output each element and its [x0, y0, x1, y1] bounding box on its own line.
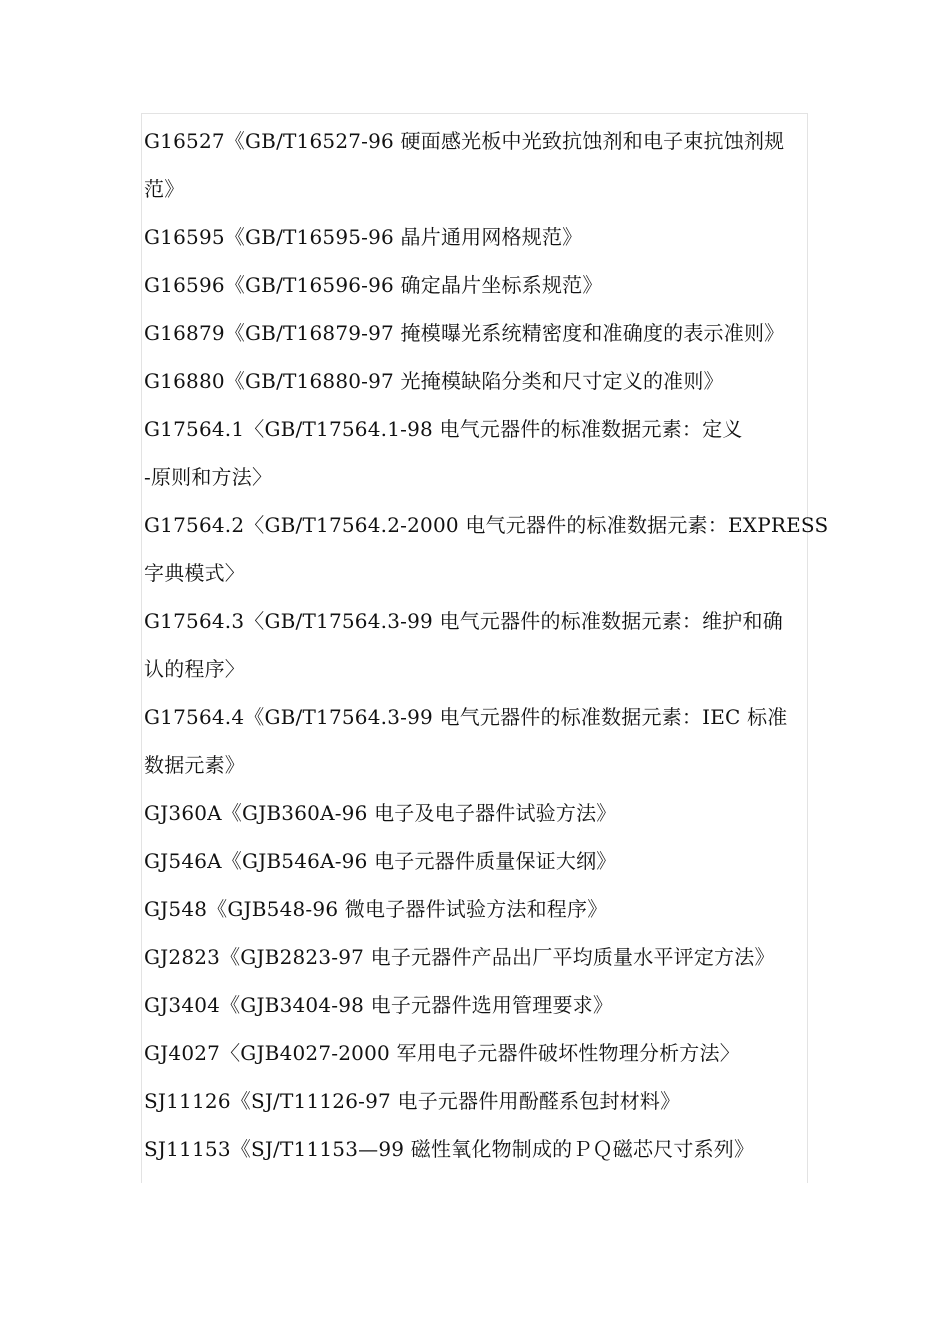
- document-line: G17564.1〈GB/T17564.1-98 电气元器件的标准数据元素：定义: [144, 417, 743, 441]
- document-line: SJ11153《SJ/T11153—99 磁性氧化物制成的ＰＱ磁芯尺寸系列》: [144, 1137, 755, 1161]
- document-line: GJ360A《GJB360A-96 电子及电子器件试验方法》: [144, 801, 617, 825]
- document-line: GJ546A《GJB546A-96 电子元器件质量保证大纲》: [144, 849, 617, 873]
- standards-list: [144, 117, 829, 1173]
- document-line: G16880《GB/T16880-97 光掩模缺陷分类和尺寸定义的准则》: [144, 369, 724, 393]
- document-line: G16879《GB/T16879-97 掩模曝光系统精密度和准确度的表示准则》: [144, 321, 785, 345]
- document-line: GJ548《GJB548-96 微电子器件试验方法和程序》: [144, 897, 608, 921]
- document-line: 数据元素》: [144, 753, 245, 777]
- document-line: G16595《GB/T16595-96 晶片通用网格规范》: [144, 225, 583, 249]
- document-line: GJ3404《GJB3404-98 电子元器件选用管理要求》: [144, 993, 614, 1017]
- document-line: G17564.4《GB/T17564.3-99 电气元器件的标准数据元素：IEC 标准: [144, 705, 788, 729]
- document-line: G17564.3〈GB/T17564.3-99 电气元器件的标准数据元素：维护和确: [144, 609, 783, 633]
- document-line: 字典模式〉: [144, 561, 245, 585]
- document-line: GJ4027〈GJB4027-2000 军用电子元器件破坏性物理分析方法〉: [144, 1041, 740, 1065]
- document-line: 范》: [144, 177, 185, 201]
- document-line: G16527《GB/T16527-96 硬面感光板中光致抗蚀剂和电子束抗蚀剂规: [144, 129, 785, 153]
- document-line: G16596《GB/T16596-96 确定晶片坐标系规范》: [144, 273, 603, 297]
- document-line: G17564.2〈GB/T17564.2-2000 电气元器件的标准数据元素：EXPRESS: [144, 513, 829, 537]
- document-line: SJ11126《SJ/T11126-97 电子元器件用酚醛系包封材料》: [144, 1089, 681, 1113]
- document-line: 认的程序〉: [144, 657, 245, 681]
- document-line: GJ2823《GJB2823-97 电子元器件产品出厂平均质量水平评定方法》: [144, 945, 775, 969]
- document-line: -原则和方法〉: [144, 465, 273, 489]
